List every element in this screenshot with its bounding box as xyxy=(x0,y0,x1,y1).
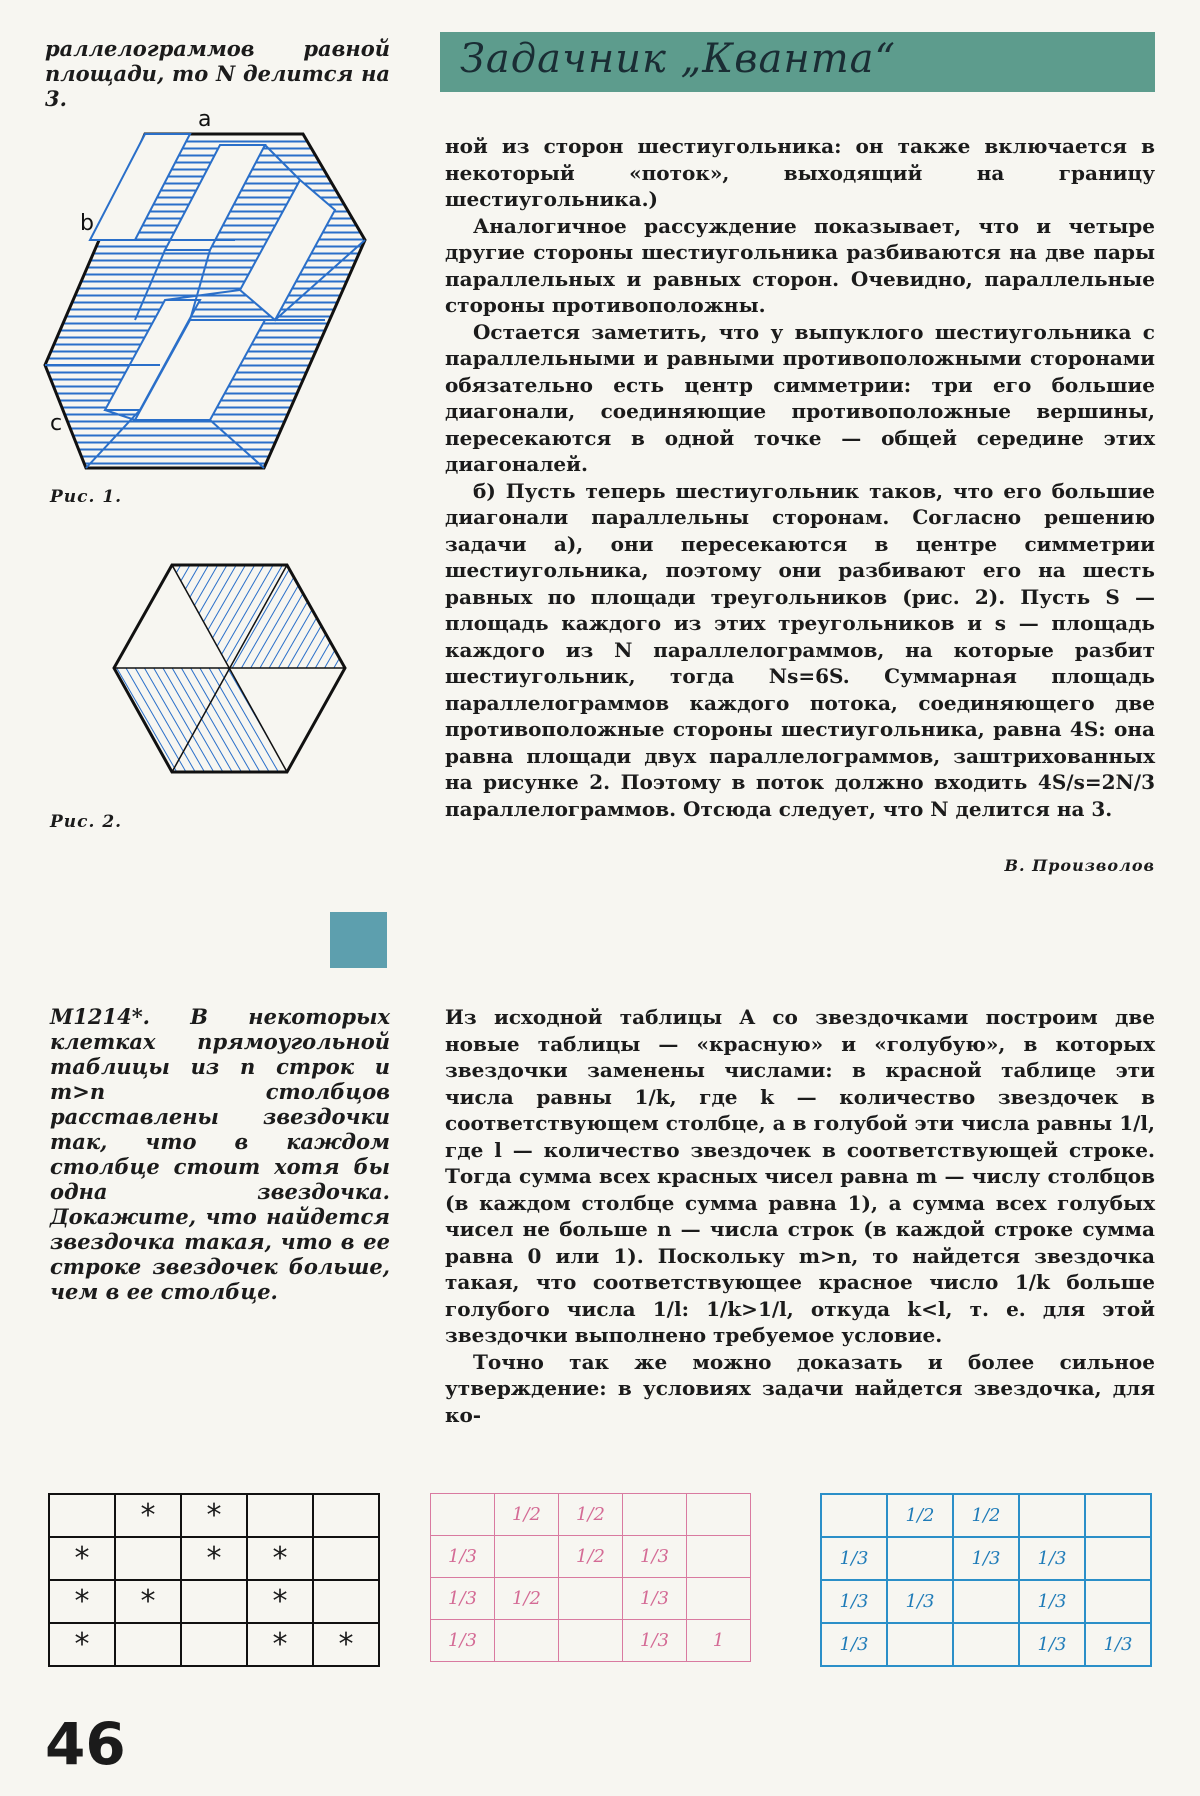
table-cell: 1/3 xyxy=(1019,1580,1085,1623)
table-cell: 1/3 xyxy=(623,1536,687,1578)
table-cell xyxy=(313,1580,379,1623)
table-row xyxy=(431,1620,751,1662)
table-cell xyxy=(687,1494,751,1536)
table-cell xyxy=(115,1537,181,1580)
table-cell: * xyxy=(181,1494,247,1537)
table-cell: * xyxy=(49,1580,115,1623)
page-number: 46 xyxy=(45,1710,126,1778)
table-row xyxy=(49,1580,379,1623)
table-cell: * xyxy=(115,1494,181,1537)
table-cell xyxy=(49,1494,115,1537)
table-cell: 1/3 xyxy=(1019,1623,1085,1666)
star-table xyxy=(48,1493,380,1667)
table-cell xyxy=(953,1580,1019,1623)
table-row xyxy=(431,1578,751,1620)
table-row xyxy=(821,1623,1151,1666)
table-cell: 1/3 xyxy=(431,1620,495,1662)
fig1-label-c: c xyxy=(50,411,63,436)
table-cell: 1/3 xyxy=(431,1536,495,1578)
table-cell: 1/3 xyxy=(953,1537,1019,1580)
table-row xyxy=(431,1494,751,1536)
table-cell xyxy=(431,1494,495,1536)
problem-statement xyxy=(50,1004,390,1304)
table-cell xyxy=(1085,1537,1151,1580)
table-cell xyxy=(887,1537,953,1580)
table-cell: * xyxy=(49,1623,115,1666)
table-cell xyxy=(313,1494,379,1537)
table-cell: 1/2 xyxy=(495,1494,559,1536)
table-cell xyxy=(559,1578,623,1620)
blue-table xyxy=(820,1493,1152,1667)
table-cell: 1/2 xyxy=(495,1578,559,1620)
table-row xyxy=(49,1623,379,1666)
problem-code: М1214*. xyxy=(50,1004,150,1029)
table-cell xyxy=(1019,1494,1085,1537)
solution-text-bottom xyxy=(445,1004,1155,1428)
table-cell: 1/3 xyxy=(821,1580,887,1623)
header-banner xyxy=(440,32,1155,92)
table-row xyxy=(821,1537,1151,1580)
red-table xyxy=(430,1493,751,1662)
table-cell xyxy=(313,1537,379,1580)
table-cell: * xyxy=(181,1537,247,1580)
table-cell xyxy=(687,1578,751,1620)
table-cell: 1/2 xyxy=(953,1494,1019,1537)
paragraph: Из исходной таблицы A со звездочками построим две новые таблицы — «красную» и «голубую», в которых звездочки заменены числами: в красной таблице эти числа равны 1/k, где k — количество звездочек в соответствующем столбце, а в голубой эти числа равны 1/l, где l — количество звездочек в соответствующей строке. Тогда сумма всех красных чисел равна m — числу столбцов (в каждом столбце сумма равна 1), а сумма всех голубых чисел не больше n — числа строк (в каждой строке сумма равна 0 или 1). Поскольку m>n, то найдется звездочка такая, что соответствующее красное число 1/k больше голубого числа 1/l: 1/k>1/l, откуда k<l, т. е. для этой звездочки выполнено требуемое условие. xyxy=(445,1005,1155,1347)
paragraph: Точно так же можно доказать и более сильное утверждение: в условиях задачи найдется звездочка, для ко- xyxy=(445,1349,1155,1427)
fig1-label-b: b xyxy=(80,211,94,236)
table-cell: 1/3 xyxy=(1019,1537,1085,1580)
table-row xyxy=(49,1537,379,1580)
table-cell: 1/2 xyxy=(559,1536,623,1578)
table-cell: 1/3 xyxy=(821,1623,887,1666)
fig2-caption: Рис. 2. xyxy=(50,812,123,832)
table-row xyxy=(431,1536,751,1578)
table-cell: * xyxy=(247,1580,313,1623)
table-cell xyxy=(1085,1494,1151,1537)
table-row xyxy=(821,1494,1151,1537)
table-cell: 1/3 xyxy=(1085,1623,1151,1666)
problem-text: В некоторых клетках прямоугольной таблицы из n строк и m>n столбцов расставлены звездочки так, что в каждом столбце стоит хотя бы одна звездочка. Докажите, что найдется звездочка такая, что в ее строке звездочек больше, чем в ее столбце. xyxy=(50,1004,390,1304)
table-cell xyxy=(181,1623,247,1666)
table-cell: 1/2 xyxy=(559,1494,623,1536)
table-cell xyxy=(1085,1580,1151,1623)
table-cell xyxy=(115,1623,181,1666)
paragraph: б) Пусть теперь шестиугольник таков, что его большие диагонали параллельны сторонам. Согласно решению задачи а), они пересекаются в центре симметрии шестиугольника, поэтому они разбивают его на шесть равных по площади треугольников (рис. 2). Пусть S — площадь каждого из этих треугольников и s — площадь каждого из N параллелограммов, на которые разбит шестиугольник, тогда Ns=6S. Суммарная площадь параллелограммов каждого потока, соединяющего две противоположные стороны шестиугольника, равна 4S: она равна площади двух параллелограммов, заштрихованных на рисунке 2. Поэтому в поток должно входить 4S/s=2N/3 параллелограммов. Отсюда следует, что N делится на 3. xyxy=(445,478,1155,821)
table-row xyxy=(49,1494,379,1537)
table-cell: 1/3 xyxy=(431,1578,495,1620)
table-cell xyxy=(495,1620,559,1662)
fig1-caption: Рис. 1. xyxy=(50,487,123,507)
table-cell xyxy=(495,1536,559,1578)
table-row xyxy=(821,1580,1151,1623)
table-cell xyxy=(821,1494,887,1537)
table-cell xyxy=(687,1536,751,1578)
table-cell: 1/3 xyxy=(623,1620,687,1662)
header-title: Задачник „Кванта“ xyxy=(460,36,896,82)
table-cell: * xyxy=(115,1580,181,1623)
table-cell xyxy=(247,1494,313,1537)
table-cell: * xyxy=(49,1537,115,1580)
table-cell xyxy=(953,1623,1019,1666)
table-cell xyxy=(181,1580,247,1623)
fig1-label-a: a xyxy=(198,110,212,132)
table-cell: 1/3 xyxy=(821,1537,887,1580)
paragraph: ной из сторон шестиугольника: он также включается в некоторый «поток», выходящий на границу шестиугольника.) xyxy=(445,134,1155,211)
figure-2 xyxy=(100,560,360,790)
paragraph: Остается заметить, что у выпуклого шестиугольника с параллельными и равными противоположными сторонами обязательно есть центр симметрии: три его большие диагонали, соединяющие противоположные вершины, пересекаются в одной точке — общей середине этих диагоналей. xyxy=(445,319,1155,476)
paragraph: Аналогичное рассуждение показывает, что и четыре другие стороны шестиугольника разбиваются на две пары параллельных и равных сторон. Очевидно, параллельные стороны противоположны. xyxy=(445,213,1155,317)
solution-text-top xyxy=(445,133,1155,822)
table-cell: 1/3 xyxy=(623,1578,687,1620)
table-cell: * xyxy=(313,1623,379,1666)
table-cell xyxy=(623,1494,687,1536)
table-cell: 1 xyxy=(687,1620,751,1662)
section-marker xyxy=(330,912,387,968)
table-cell xyxy=(887,1623,953,1666)
sidebar-continuation: раллелограммов равной площади, то N делится на 3. xyxy=(45,36,390,111)
author-signature: В. Произволов xyxy=(1004,856,1155,875)
figure-1 xyxy=(40,110,380,480)
table-cell: 1/3 xyxy=(887,1580,953,1623)
table-cell: * xyxy=(247,1623,313,1666)
table-cell: * xyxy=(247,1537,313,1580)
table-cell xyxy=(559,1620,623,1662)
table-cell: 1/2 xyxy=(887,1494,953,1537)
